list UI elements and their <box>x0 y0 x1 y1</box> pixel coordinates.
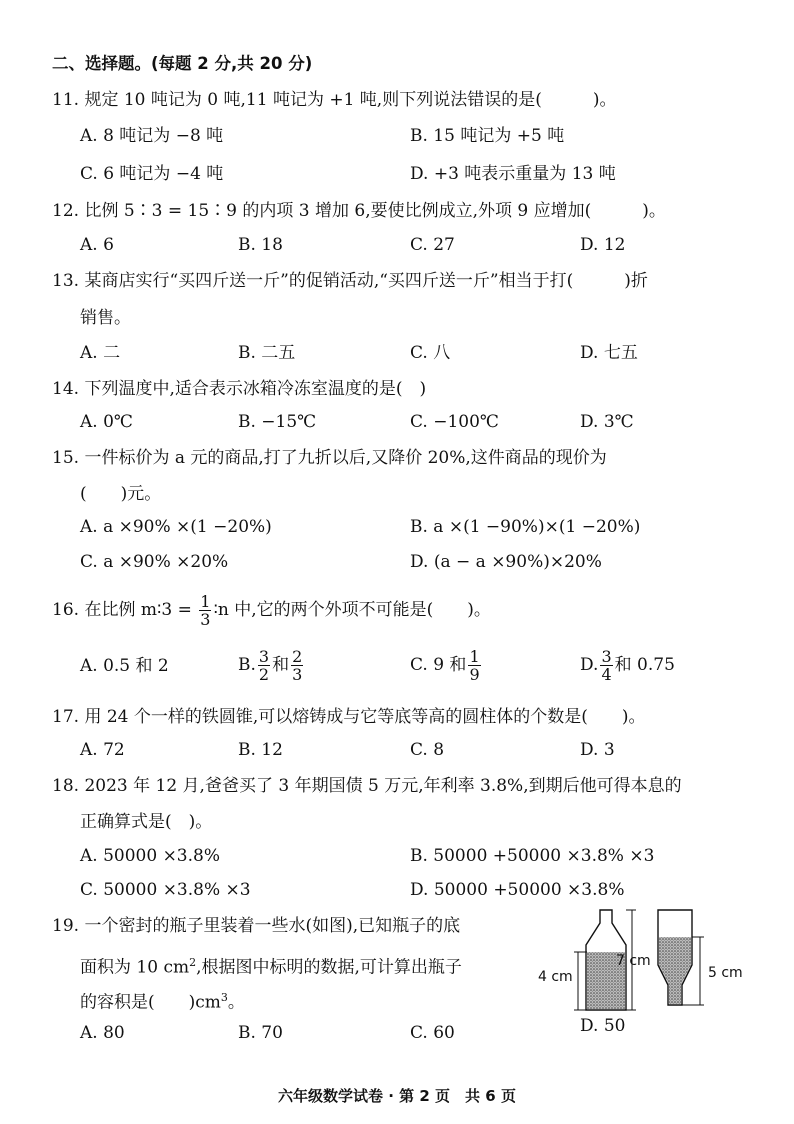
page-footer: 六年级数学试卷 · 第 2 页 共 6 页 <box>278 1087 516 1105</box>
q19-stem-line3 <box>80 986 245 1015</box>
q19-stem-line2-sup: 2 <box>189 956 197 969</box>
q16-option-b-frac2 <box>291 648 303 683</box>
q13-option-a: A. 二 <box>80 343 121 363</box>
q16-option-c-frac <box>468 648 480 683</box>
q16-option-c-label: C. 9 和 <box>410 655 467 675</box>
q15-option-b: B. a ×(1 −90%)×(1 −20%) <box>410 517 641 537</box>
q19-option-d: D. 50 <box>580 1016 626 1036</box>
q18-option-b: B. 50000 +50000 ×3.8% ×3 <box>410 846 655 866</box>
q17-option-d: D. 3 <box>580 740 615 760</box>
q16-option-d-frac <box>600 648 612 683</box>
q14-option-c: C. −100℃ <box>410 412 499 432</box>
q11-option-d: D. +3 吨表示重量为 13 吨 <box>410 164 616 184</box>
q16-option-d <box>580 645 675 685</box>
q18-stem-line2: 正确算式是( )。 <box>80 812 213 832</box>
q16-option-b-frac2-denominator: 3 <box>292 665 303 684</box>
q13-stem-line1: 13. 某商店实行“买四斤送一斤”的促销活动,“买四斤送一斤”相当于打( )折 <box>52 271 648 291</box>
q12-option-b: B. 18 <box>238 235 283 255</box>
q16-option-d-label: D. <box>580 655 599 675</box>
q13-option-b: B. 二五 <box>238 343 296 363</box>
q16-option-b-frac1-denominator: 2 <box>258 665 270 684</box>
q16-option-a: A. 0.5 和 2 <box>80 656 169 676</box>
q11-option-a: A. 8 吨记为 −8 吨 <box>80 126 224 146</box>
q16-fraction <box>199 593 211 628</box>
q17-option-b: B. 12 <box>238 740 283 760</box>
q16-option-d-frac-numerator: 3 <box>601 647 612 666</box>
q18-option-d: D. 50000 +50000 ×3.8% <box>410 880 625 900</box>
q16-stem-prefix: 16. 在比例 m∶3 = <box>52 600 198 620</box>
q16-option-d-frac-denominator: 4 <box>601 665 612 684</box>
q13-stem-line2: 销售。 <box>80 308 131 328</box>
q19-option-b: B. 70 <box>238 1023 283 1043</box>
dim-5cm-label: 5 cm <box>708 965 743 981</box>
q16-option-b-frac1-numerator: 3 <box>258 647 270 666</box>
q19-stem-line2-pre: 面积为 10 cm <box>80 957 190 978</box>
q17-option-a: A. 72 <box>80 740 125 760</box>
q17-stem: 17. 用 24 个一样的铁圆锥,可以熔铸成与它等底等高的圆柱体的个数是( )。 <box>52 707 646 727</box>
q16-option-c <box>410 645 483 685</box>
q18-option-c: C. 50000 ×3.8% ×3 <box>80 880 251 900</box>
q16-option-b-frac2-numerator: 2 <box>292 647 303 666</box>
q12-option-c: C. 27 <box>410 235 455 255</box>
q18-stem-line1: 18. 2023 年 12 月,爸爸买了 3 年期国债 5 万元,年利率 3.8%,到期后他可得本息的 <box>52 776 682 796</box>
q14-option-b: B. −15℃ <box>238 412 317 432</box>
q16-option-c-frac-denominator: 9 <box>469 665 480 684</box>
q15-stem-line1: 15. 一件标价为 a 元的商品,打了九折以后,又降价 20%,这件商品的现价为 <box>52 448 607 468</box>
q11-option-b: B. 15 吨记为 +5 吨 <box>410 126 565 146</box>
q15-option-d: D. (a − a ×90%)×20% <box>410 552 602 572</box>
dim-4cm-label: 4 cm <box>538 969 573 985</box>
q14-stem: 14. 下列温度中,适合表示冰箱冷冻室温度的是( ) <box>52 379 427 399</box>
q13-option-c: C. 八 <box>410 343 451 363</box>
q14-option-d: D. 3℃ <box>580 412 634 432</box>
q16-option-d-suffix: 和 0.75 <box>614 655 675 675</box>
q12-stem: 12. 比例 5∶3 = 15∶9 的内项 3 增加 6,要使比例成立,外项 9 应增加( )。 <box>52 201 666 221</box>
q19-stem-line1: 19. 一个密封的瓶子里装着一些水(如图),已知瓶子的底 <box>52 916 461 936</box>
q15-option-c: C. a ×90% ×20% <box>80 552 229 572</box>
q14-option-a: A. 0℃ <box>80 412 133 432</box>
q12-option-a: A. 6 <box>80 235 114 255</box>
q16-option-c-frac-numerator: 1 <box>469 647 480 666</box>
q15-option-a: A. a ×90% ×(1 −20%) <box>80 517 272 537</box>
q19-stem-line3-pre: 的容积是( )cm <box>80 992 221 1013</box>
bottle-figure <box>538 905 750 1015</box>
q16-option-b-frac1 <box>258 648 270 683</box>
q19-option-c: C. 60 <box>410 1023 455 1043</box>
q16-option-b-and: 和 <box>272 655 290 675</box>
q15-stem-line2: ( )元。 <box>80 484 162 504</box>
q16-stem-suffix: ∶n 中,它的两个外项不可能是( )。 <box>213 600 491 620</box>
q16-option-b-label: B. <box>238 655 256 675</box>
q19-stem-line3-post: 。 <box>227 992 245 1013</box>
q11-option-c: C. 6 吨记为 −4 吨 <box>80 164 224 184</box>
q12-option-d: D. 12 <box>580 235 626 255</box>
q16-stem <box>52 590 491 630</box>
q19-stem-line3-sup: 3 <box>220 991 228 1004</box>
q19-stem-line2 <box>80 951 462 980</box>
dim-7cm-label: 7 cm <box>616 953 651 969</box>
q19-stem-line2-post: ,根据图中标明的数据,可计算出瓶子 <box>196 957 462 978</box>
section-title: 二、选择题。(每题 2 分,共 20 分) <box>52 54 313 73</box>
q19-option-a: A. 80 <box>80 1023 125 1043</box>
q18-option-a: A. 50000 ×3.8% <box>80 846 221 866</box>
inverted-bottle-water <box>659 937 691 1004</box>
q16-fraction-denominator: 3 <box>200 610 211 629</box>
q13-option-d: D. 七五 <box>580 343 638 363</box>
q17-option-c: C. 8 <box>410 740 445 760</box>
q16-fraction-numerator: 1 <box>200 592 211 611</box>
q11-stem: 11. 规定 10 吨记为 0 吨,11 吨记为 +1 吨,则下列说法错误的是( )。 <box>52 90 617 110</box>
q16-option-b <box>238 645 305 685</box>
